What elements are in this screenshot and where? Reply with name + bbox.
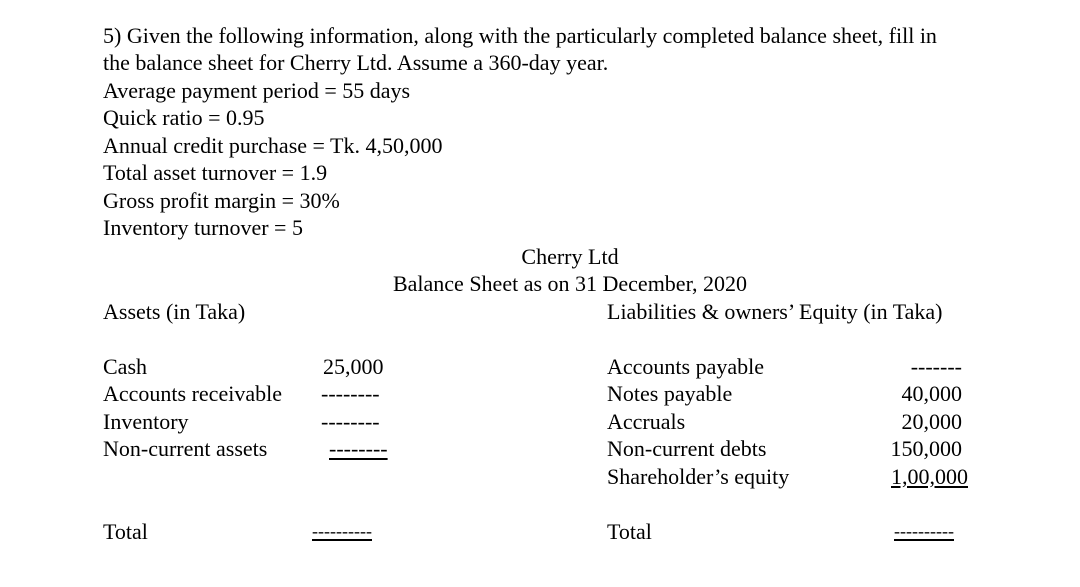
asset-value-cash: 25,000 — [323, 354, 384, 379]
liability-value-notes-payable: 40,000 — [901, 381, 962, 406]
liabilities-total-value: ---------- — [894, 521, 954, 541]
liabilities-total-label: Total — [607, 519, 652, 544]
liability-label-notes-payable: Notes payable — [607, 381, 733, 406]
assets-total-value: ---------- — [312, 521, 372, 541]
info-inventory-turnover: Inventory turnover = 5 — [103, 215, 303, 240]
info-quick-ratio: Quick ratio = 0.95 — [103, 105, 265, 130]
info-total-asset-turnover: Total asset turnover = 1.9 — [103, 160, 328, 185]
liability-value-shareholders-equity: 1,00,000 — [891, 464, 968, 489]
balance-sheet-title: Balance Sheet as on 31 December, 2020 — [392, 271, 748, 296]
asset-label-non-current-assets: Non-current assets — [103, 436, 268, 461]
asset-value-non-current-assets: -------- — [329, 436, 388, 461]
asset-label-inventory: Inventory — [103, 409, 189, 434]
liability-value-accruals: 20,000 — [901, 409, 962, 434]
company-name: Cherry Ltd — [521, 244, 619, 269]
liability-label-accruals: Accruals — [607, 409, 686, 434]
question-line-2: the balance sheet for Cherry Ltd. Assume a 360-day year. — [103, 50, 609, 75]
assets-header: Assets (in Taka) — [103, 299, 246, 324]
info-gross-profit-margin: Gross profit margin = 30% — [103, 188, 340, 213]
info-average-payment-period: Average payment period = 55 days — [103, 78, 411, 103]
liability-value-accounts-payable: ------- — [910, 354, 962, 379]
asset-value-accounts-receivable: -------- — [321, 381, 380, 406]
liability-label-non-current-debts: Non-current debts — [607, 436, 767, 461]
liability-label-accounts-payable: Accounts payable — [607, 354, 764, 379]
liabilities-header: Liabilities & owners’ Equity (in Taka) — [607, 299, 943, 324]
assets-total-label: Total — [103, 519, 148, 544]
asset-label-accounts-receivable: Accounts receivable — [103, 381, 282, 406]
asset-value-inventory: -------- — [321, 409, 380, 434]
info-annual-credit-purchase: Annual credit purchase = Tk. 4,50,000 — [103, 133, 443, 158]
liability-label-shareholders-equity: Shareholder’s equity — [607, 464, 790, 489]
question-line-1: 5) Given the following information, along with the particularly completed balance sheet, fill in — [103, 23, 937, 48]
asset-label-cash: Cash — [103, 354, 147, 379]
liability-value-non-current-debts: 150,000 — [890, 436, 962, 461]
